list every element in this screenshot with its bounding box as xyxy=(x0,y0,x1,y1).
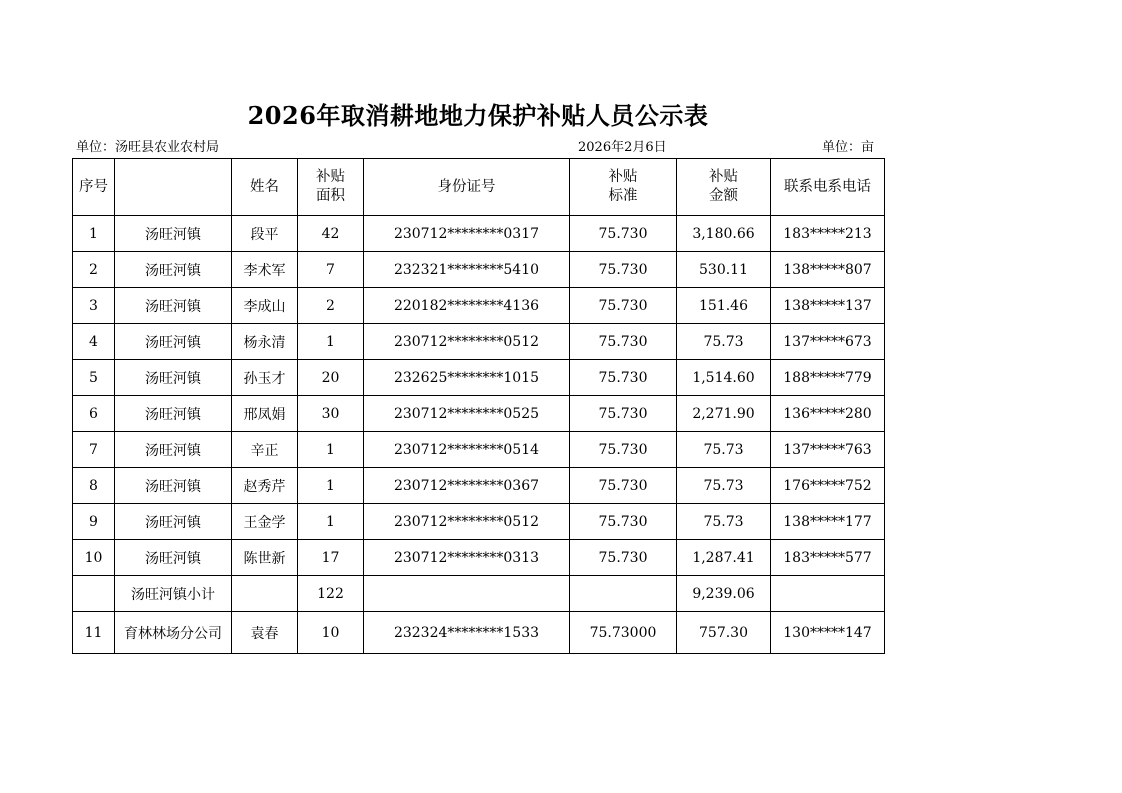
cell-town: 汤旺河镇 xyxy=(115,360,232,396)
table-row xyxy=(73,612,885,654)
cell-name: 段平 xyxy=(232,216,298,252)
cell-std: 75.730 xyxy=(570,396,677,432)
cell-phone: 136*****280 xyxy=(771,396,885,432)
cell-town: 汤旺河镇 xyxy=(115,396,232,432)
cell-amount: 3,180.66 xyxy=(677,216,771,252)
cell-id: 232324********1533 xyxy=(364,612,570,654)
table-row xyxy=(73,540,885,576)
table-header-row xyxy=(73,159,885,216)
cell-seq: 5 xyxy=(73,360,115,396)
cell-std: 75.730 xyxy=(570,504,677,540)
cell-name: 王金学 xyxy=(232,504,298,540)
header-std-line1: 补贴 xyxy=(608,169,638,185)
cell-town: 汤旺河镇 xyxy=(115,288,232,324)
cell-area: 1 xyxy=(298,432,364,468)
cell-phone: 138*****137 xyxy=(771,288,885,324)
cell-name: 陈世新 xyxy=(232,540,298,576)
header-area-line2: 面积 xyxy=(316,188,345,204)
cell-id: 232321********5410 xyxy=(364,252,570,288)
cell-phone: 183*****577 xyxy=(771,540,885,576)
cell-phone: 183*****213 xyxy=(771,216,885,252)
cell-area: 2 xyxy=(298,288,364,324)
cell-seq: 9 xyxy=(73,504,115,540)
cell-seq: 6 xyxy=(73,396,115,432)
subsidy-table xyxy=(72,158,885,654)
cell-std xyxy=(570,576,677,612)
cell-town: 汤旺河镇 xyxy=(115,540,232,576)
cell-std: 75.730 xyxy=(570,468,677,504)
cell-id: 232625********1015 xyxy=(364,360,570,396)
header-amount-line1: 补贴 xyxy=(709,169,738,185)
header-amount xyxy=(677,159,771,216)
cell-area: 17 xyxy=(298,540,364,576)
table-row xyxy=(73,360,885,396)
cell-name: 邢凤娟 xyxy=(232,396,298,432)
cell-amount: 1,287.41 xyxy=(677,540,771,576)
cell-phone: 130*****147 xyxy=(771,612,885,654)
cell-seq: 11 xyxy=(73,612,115,654)
cell-seq: 7 xyxy=(73,432,115,468)
cell-name: 李成山 xyxy=(232,288,298,324)
cell-name: 袁春 xyxy=(232,612,298,654)
cell-name: 赵秀芹 xyxy=(232,468,298,504)
cell-id: 230712********0317 xyxy=(364,216,570,252)
issuing-unit: 单位：汤旺县农业农村局 xyxy=(76,140,220,155)
cell-phone: 188*****779 xyxy=(771,360,885,396)
cell-id: 230712********0512 xyxy=(364,504,570,540)
subtotal-area: 122 xyxy=(298,576,364,612)
cell-std: 75.730 xyxy=(570,360,677,396)
cell-area: 10 xyxy=(298,612,364,654)
cell-std: 75.730 xyxy=(570,432,677,468)
cell-amount: 1,514.60 xyxy=(677,360,771,396)
cell-town: 汤旺河镇 xyxy=(115,504,232,540)
table-row xyxy=(73,324,885,360)
document-date: 2026年2月6日 xyxy=(578,140,667,155)
cell-std: 75.730 xyxy=(570,252,677,288)
cell-seq: 3 xyxy=(73,288,115,324)
header-phone: 联系电系电话 xyxy=(771,159,885,216)
cell-amount: 757.30 xyxy=(677,612,771,654)
cell-std: 75.730 xyxy=(570,324,677,360)
cell-phone: 138*****177 xyxy=(771,504,885,540)
cell-amount: 75.73 xyxy=(677,468,771,504)
cell-amount: 75.73 xyxy=(677,504,771,540)
cell-seq: 2 xyxy=(73,252,115,288)
cell-seq: 4 xyxy=(73,324,115,360)
cell-amount: 75.73 xyxy=(677,324,771,360)
cell-id: 220182********4136 xyxy=(364,288,570,324)
cell-name: 李术军 xyxy=(232,252,298,288)
cell-area: 7 xyxy=(298,252,364,288)
cell-amount: 2,271.90 xyxy=(677,396,771,432)
page-title: 2026年取消耕地地力保护补贴人员公示表 xyxy=(247,101,709,130)
header-name: 姓名 xyxy=(232,159,298,216)
cell-town: 汤旺河镇 xyxy=(115,432,232,468)
cell-phone: 176*****752 xyxy=(771,468,885,504)
cell-town: 汤旺河镇 xyxy=(115,468,232,504)
cell-seq: 10 xyxy=(73,540,115,576)
cell-phone: 137*****763 xyxy=(771,432,885,468)
cell-phone xyxy=(771,576,885,612)
cell-town: 汤旺河镇 xyxy=(115,252,232,288)
subtotal-amount: 9,239.06 xyxy=(677,576,771,612)
cell-area: 42 xyxy=(298,216,364,252)
cell-phone: 137*****673 xyxy=(771,324,885,360)
cell-name xyxy=(232,576,298,612)
cell-amount: 151.46 xyxy=(677,288,771,324)
cell-town: 育林林场分公司 xyxy=(115,612,232,654)
cell-name: 孙玉才 xyxy=(232,360,298,396)
cell-std: 75.730 xyxy=(570,288,677,324)
cell-phone: 138*****807 xyxy=(771,252,885,288)
cell-amount: 530.11 xyxy=(677,252,771,288)
area-unit: 单位：亩 xyxy=(822,140,875,155)
table-row xyxy=(73,288,885,324)
table-row xyxy=(73,252,885,288)
cell-area: 1 xyxy=(298,324,364,360)
header-town xyxy=(115,159,232,216)
cell-id xyxy=(364,576,570,612)
cell-std: 75.73000 xyxy=(570,612,677,654)
cell-id: 230712********0514 xyxy=(364,432,570,468)
table-row xyxy=(73,216,885,252)
cell-seq: 8 xyxy=(73,468,115,504)
cell-id: 230712********0525 xyxy=(364,396,570,432)
cell-id: 230712********0512 xyxy=(364,324,570,360)
cell-name: 杨永清 xyxy=(232,324,298,360)
cell-town: 汤旺河镇 xyxy=(115,216,232,252)
cell-id: 230712********0367 xyxy=(364,468,570,504)
cell-amount: 75.73 xyxy=(677,432,771,468)
cell-name: 辛正 xyxy=(232,432,298,468)
header-std-line2: 标准 xyxy=(608,188,638,204)
header-std xyxy=(570,159,677,216)
cell-seq xyxy=(73,576,115,612)
header-area xyxy=(298,159,364,216)
cell-id: 230712********0313 xyxy=(364,540,570,576)
cell-area: 20 xyxy=(298,360,364,396)
cell-seq: 1 xyxy=(73,216,115,252)
cell-area: 30 xyxy=(298,396,364,432)
table-row xyxy=(73,504,885,540)
header-id: 身份证号 xyxy=(364,159,570,216)
header-area-line1: 补贴 xyxy=(316,169,345,185)
table-row xyxy=(73,468,885,504)
subtotal-label: 汤旺河镇小计 xyxy=(115,576,232,612)
cell-std: 75.730 xyxy=(570,540,677,576)
header-amount-line2: 金额 xyxy=(709,188,738,204)
cell-std: 75.730 xyxy=(570,216,677,252)
cell-area: 1 xyxy=(298,468,364,504)
header-seq: 序号 xyxy=(73,159,115,216)
cell-town: 汤旺河镇 xyxy=(115,324,232,360)
cell-area: 1 xyxy=(298,504,364,540)
subtotal-row xyxy=(73,576,885,612)
table-row xyxy=(73,396,885,432)
table-row xyxy=(73,432,885,468)
